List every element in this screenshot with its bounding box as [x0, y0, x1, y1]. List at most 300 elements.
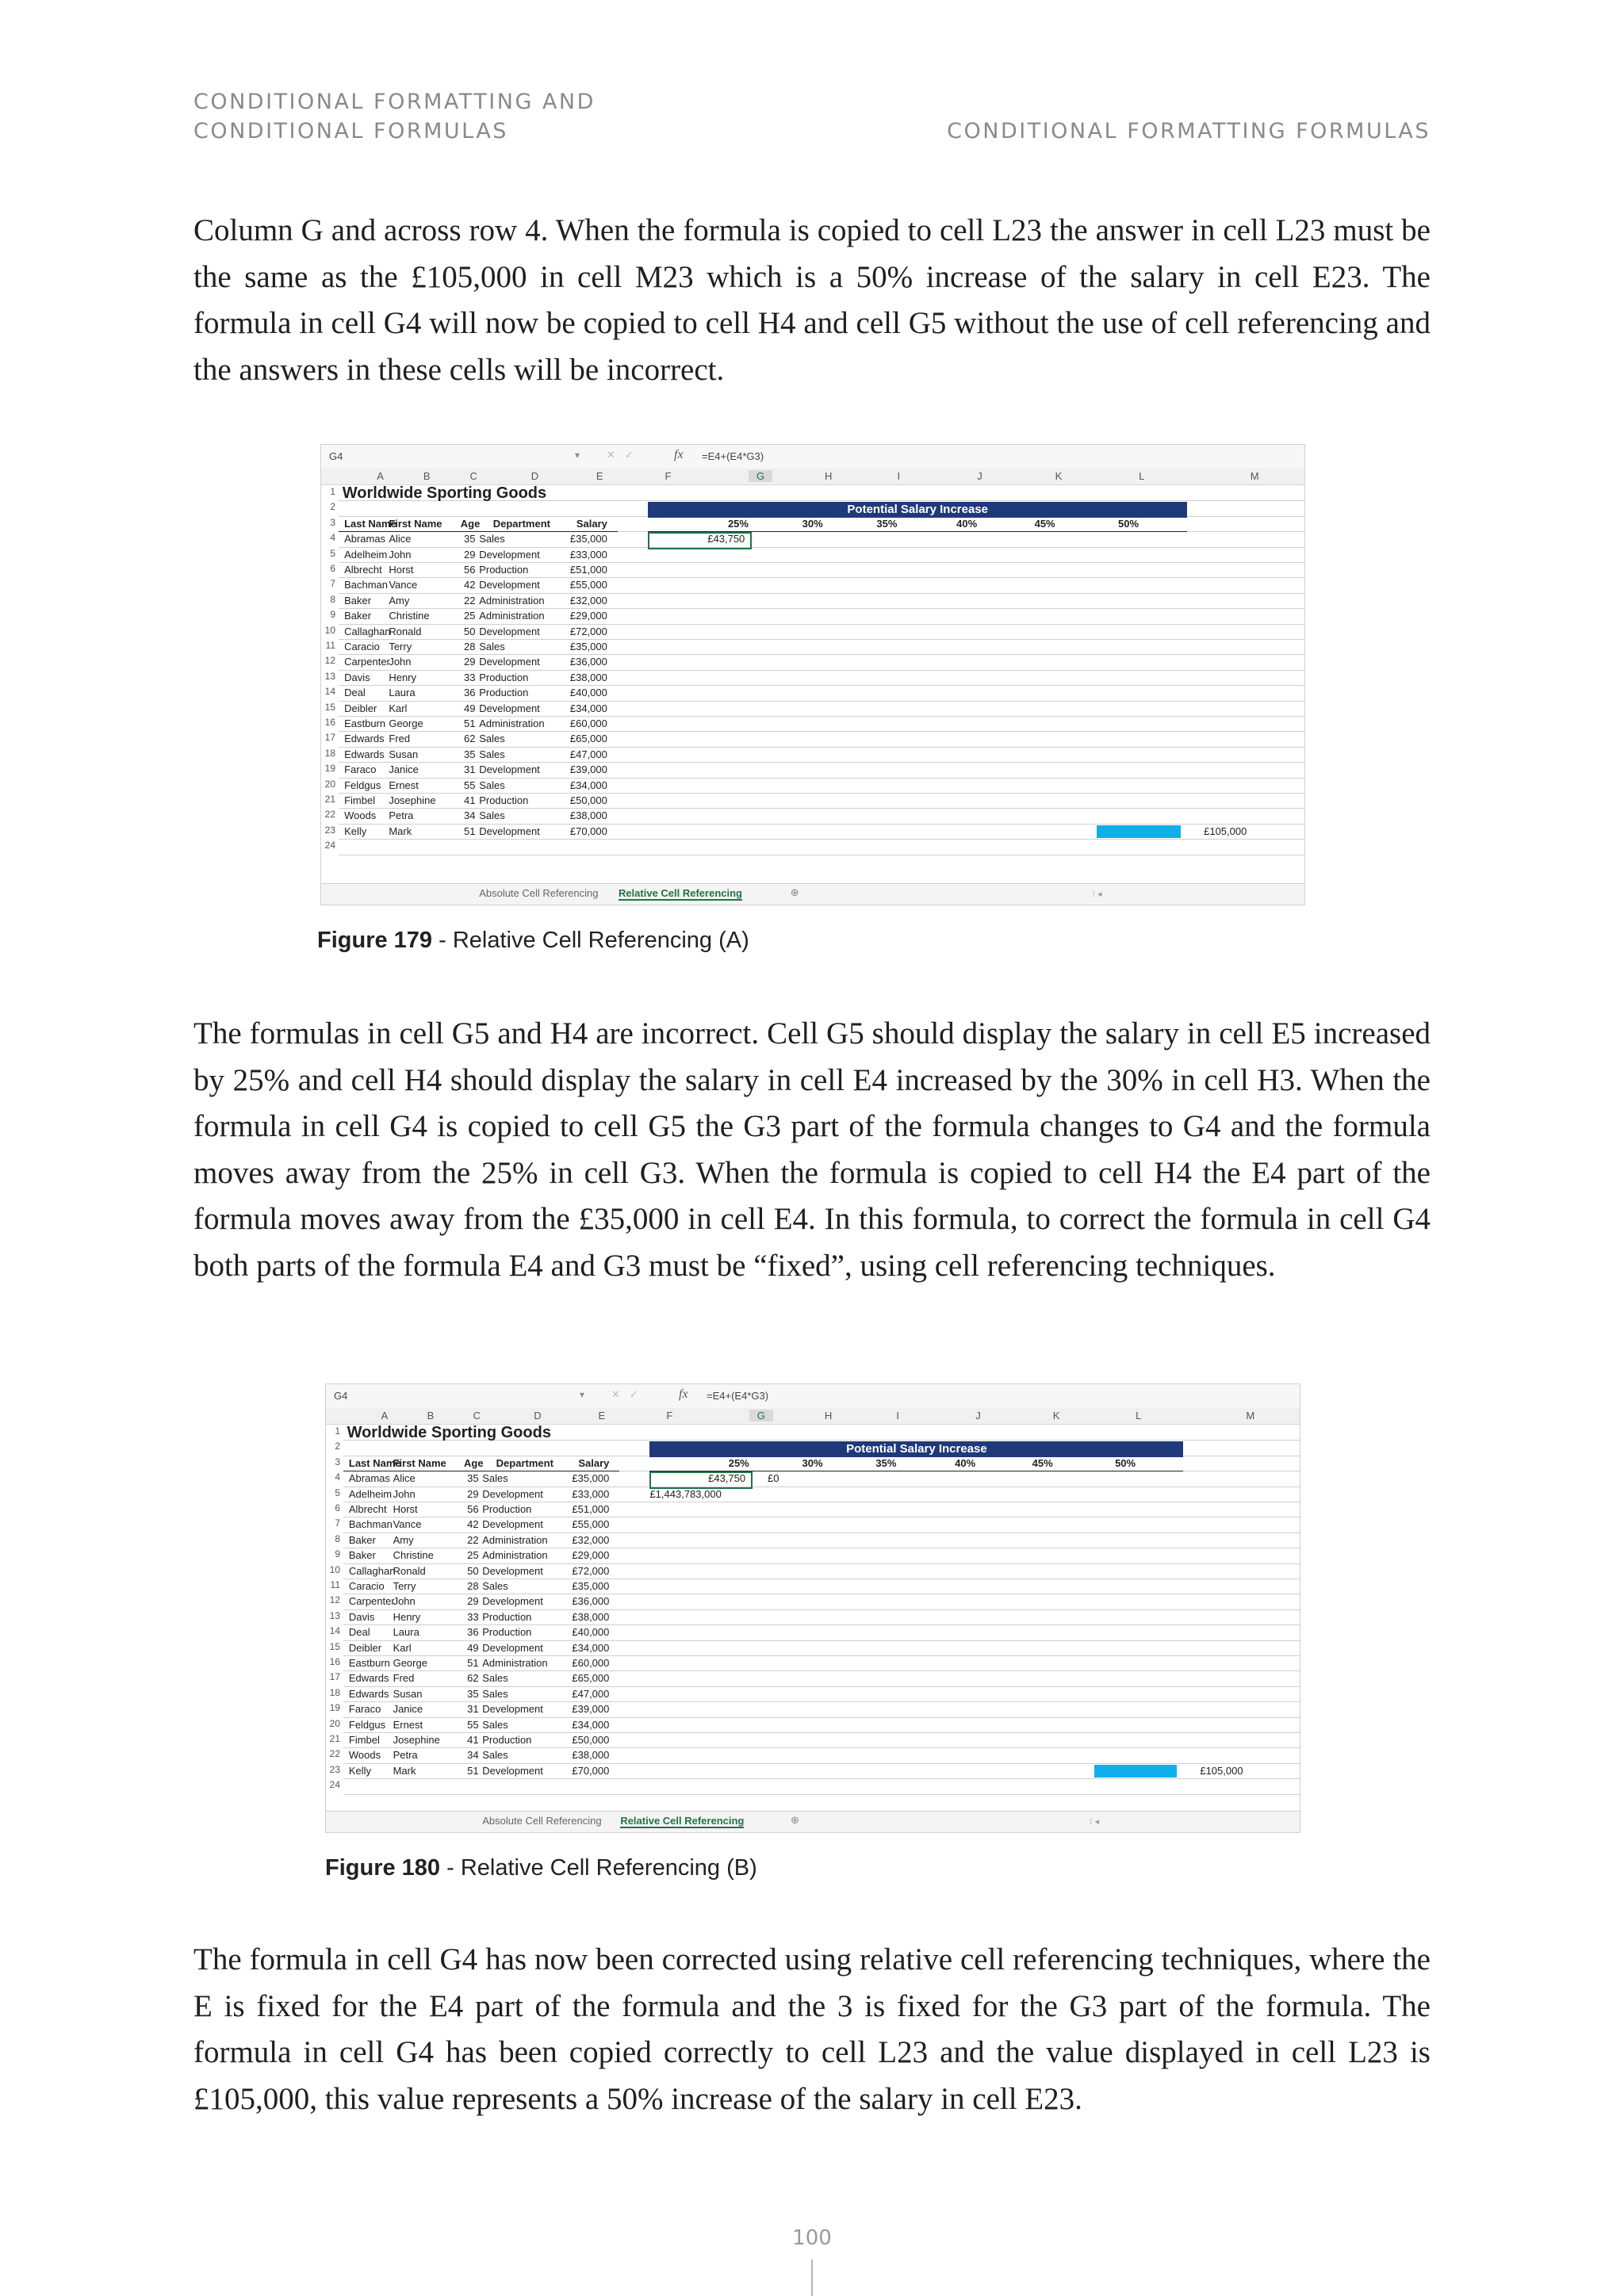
cell-salary[interactable]: £47,000: [569, 748, 607, 760]
cell-last-name[interactable]: Fimbel: [348, 1734, 380, 1746]
cell-department[interactable]: Development: [479, 625, 540, 637]
cell-first-name[interactable]: Henry: [389, 671, 417, 683]
cell-first-name[interactable]: Fred: [393, 1672, 415, 1685]
column-header-H[interactable]: H: [825, 470, 833, 482]
cell-salary[interactable]: £36,000: [572, 1595, 610, 1608]
row-header-10[interactable]: 10: [324, 624, 335, 636]
cell-department[interactable]: Sales: [482, 1718, 508, 1731]
row-header-14[interactable]: 14: [324, 686, 335, 698]
cell-g4-value[interactable]: £43,750: [707, 533, 745, 545]
cell-department[interactable]: Sales: [479, 748, 505, 760]
column-header-D[interactable]: D: [534, 1410, 542, 1422]
cell-last-name[interactable]: Edwards: [348, 1687, 389, 1700]
fx-icon[interactable]: fx: [679, 1387, 688, 1401]
row-header-20[interactable]: 20: [329, 1717, 340, 1729]
cell-salary[interactable]: £35,000: [569, 641, 607, 652]
cell-m23-value[interactable]: £105,000: [1204, 825, 1247, 837]
cell-first-name[interactable]: Josephine: [389, 794, 436, 806]
cell-first-name[interactable]: Ronald: [393, 1564, 426, 1577]
cell-first-name[interactable]: Christine: [393, 1549, 434, 1562]
cell-age[interactable]: 56: [467, 1503, 479, 1515]
cell-age[interactable]: 49: [467, 1641, 479, 1654]
cell-first-name[interactable]: Susan: [389, 748, 419, 760]
cell-department[interactable]: Development: [482, 1487, 543, 1500]
column-header-L[interactable]: L: [1139, 470, 1145, 482]
cell-department[interactable]: Development: [482, 1595, 543, 1608]
cell-department[interactable]: Development: [479, 763, 540, 776]
cell-salary[interactable]: £72,000: [572, 1564, 610, 1577]
cell-first-name[interactable]: Janice: [393, 1703, 423, 1716]
cell-first-name[interactable]: Laura: [389, 687, 416, 699]
cell-salary[interactable]: £40,000: [572, 1626, 610, 1639]
cell-first-name[interactable]: Laura: [393, 1626, 419, 1639]
cell-salary[interactable]: £65,000: [572, 1672, 610, 1685]
cell-salary[interactable]: £36,000: [569, 656, 607, 668]
cell-age[interactable]: 50: [467, 1564, 479, 1577]
row-header-10[interactable]: 10: [329, 1563, 340, 1575]
cell-salary[interactable]: £40,000: [569, 687, 607, 699]
cell-salary[interactable]: £38,000: [572, 1610, 610, 1623]
cell-department[interactable]: Administration: [482, 1533, 548, 1546]
row-header-17[interactable]: 17: [329, 1671, 340, 1683]
cell-last-name[interactable]: Deibler: [348, 1641, 382, 1654]
cell-department[interactable]: Sales: [482, 1580, 508, 1592]
name-box-dropdown-icon[interactable]: ▾: [580, 1389, 585, 1400]
row-header-19[interactable]: 19: [324, 763, 335, 775]
cell-last-name[interactable]: Abramas: [344, 533, 386, 545]
cell-salary[interactable]: £35,000: [569, 533, 607, 545]
cell-salary[interactable]: £47,000: [572, 1687, 610, 1700]
cell-salary[interactable]: £29,000: [569, 610, 607, 622]
cell-salary[interactable]: £34,000: [572, 1641, 610, 1654]
add-sheet-icon[interactable]: ⊕: [790, 1814, 799, 1826]
cell-first-name[interactable]: Petra: [393, 1749, 418, 1762]
name-box-dropdown-icon[interactable]: ▾: [575, 450, 580, 461]
cell-department[interactable]: Administration: [479, 610, 545, 622]
cell-salary[interactable]: £34,000: [569, 702, 607, 714]
cell-salary[interactable]: £38,000: [569, 809, 607, 822]
cell-last-name[interactable]: Edwards: [348, 1672, 389, 1685]
fx-icon[interactable]: fx: [674, 448, 684, 461]
cell-department[interactable]: Development: [482, 1518, 543, 1531]
row-header-8[interactable]: 8: [330, 593, 335, 605]
cell-age[interactable]: 51: [467, 1657, 479, 1669]
row-header-3[interactable]: 3: [335, 1456, 340, 1468]
column-header-I[interactable]: I: [897, 470, 901, 482]
cell-last-name[interactable]: Woods: [344, 809, 377, 822]
cell-department[interactable]: Sales: [482, 1749, 508, 1762]
row-header-21[interactable]: 21: [324, 794, 335, 805]
cell-salary[interactable]: £51,000: [569, 564, 607, 576]
cell-first-name[interactable]: Alice: [393, 1472, 416, 1485]
column-header-J[interactable]: J: [977, 470, 982, 482]
cell-salary[interactable]: £55,000: [569, 579, 607, 591]
cell-last-name[interactable]: Deal: [344, 687, 366, 699]
column-header-L[interactable]: L: [1136, 1410, 1142, 1422]
column-header-F[interactable]: F: [666, 1410, 673, 1422]
cell-last-name[interactable]: Baker: [348, 1549, 376, 1562]
cell-last-name[interactable]: Baker: [344, 610, 372, 622]
row-header-24[interactable]: 24: [329, 1779, 340, 1791]
cell-first-name[interactable]: Henry: [393, 1610, 421, 1623]
column-header-C[interactable]: C: [469, 470, 477, 482]
tab-relative-cell-referencing[interactable]: Relative Cell Referencing: [620, 1815, 745, 1827]
row-header-3[interactable]: 3: [330, 516, 335, 528]
cell-salary[interactable]: £70,000: [572, 1764, 610, 1777]
cell-department[interactable]: Production: [479, 564, 529, 576]
cell-salary[interactable]: £50,000: [569, 794, 607, 806]
cell-first-name[interactable]: Karl: [389, 702, 408, 714]
cell-first-name[interactable]: John: [393, 1595, 416, 1608]
cell-age[interactable]: 22: [464, 594, 476, 607]
cell-age[interactable]: 29: [467, 1487, 479, 1500]
cell-last-name[interactable]: Feldgus: [344, 779, 381, 791]
cell-salary[interactable]: £51,000: [572, 1503, 610, 1515]
row-header-7[interactable]: 7: [335, 1517, 340, 1529]
cell-last-name[interactable]: Caracio: [344, 641, 380, 652]
cell-department[interactable]: Sales: [479, 809, 505, 822]
cell-first-name[interactable]: Ernest: [389, 779, 419, 791]
cell-department[interactable]: Development: [479, 656, 540, 668]
cell-age[interactable]: 29: [467, 1595, 479, 1608]
cell-age[interactable]: 28: [467, 1580, 479, 1592]
cell-m23-value[interactable]: £105,000: [1200, 1764, 1243, 1777]
cell-last-name[interactable]: Faraco: [344, 763, 377, 776]
column-header-G[interactable]: G: [749, 470, 772, 482]
cell-salary[interactable]: £50,000: [572, 1734, 610, 1746]
row-header-12[interactable]: 12: [329, 1594, 340, 1606]
row-header-21[interactable]: 21: [329, 1733, 340, 1744]
cell-department[interactable]: Sales: [482, 1672, 508, 1685]
cell-last-name[interactable]: Carpenter: [344, 656, 390, 668]
cell-first-name[interactable]: John: [389, 656, 412, 668]
cell-first-name[interactable]: Terry: [389, 641, 412, 652]
cell-last-name[interactable]: Fimbel: [344, 794, 376, 806]
cell-department[interactable]: Sales: [482, 1472, 508, 1485]
cell-age[interactable]: 29: [464, 656, 476, 668]
cell-department[interactable]: Development: [479, 825, 540, 837]
row-header-6[interactable]: 6: [335, 1502, 340, 1513]
cell-department[interactable]: Production: [479, 794, 529, 806]
row-header-13[interactable]: 13: [324, 670, 335, 682]
row-header-14[interactable]: 14: [329, 1625, 340, 1637]
cell-department[interactable]: Sales: [479, 733, 505, 745]
row-header-23[interactable]: 23: [324, 824, 335, 836]
cell-department[interactable]: Development: [482, 1641, 543, 1654]
cell-first-name[interactable]: Janice: [389, 763, 419, 776]
cell-department[interactable]: Development: [479, 579, 540, 591]
cell-age[interactable]: 35: [467, 1472, 479, 1485]
column-header-I[interactable]: I: [896, 1410, 900, 1422]
column-header-H[interactable]: H: [824, 1410, 833, 1422]
cell-first-name[interactable]: Fred: [389, 733, 411, 745]
cell-age[interactable]: 22: [467, 1533, 479, 1546]
cell-salary[interactable]: £32,000: [569, 594, 607, 607]
name-box[interactable]: G4: [334, 1390, 348, 1402]
cell-salary[interactable]: £35,000: [572, 1472, 610, 1485]
cell-department[interactable]: Development: [482, 1764, 543, 1777]
cell-department[interactable]: Development: [482, 1703, 543, 1716]
horizontal-scroll-handle[interactable]: ⁝ ◂: [1090, 1817, 1100, 1827]
cell-last-name[interactable]: Davis: [344, 671, 370, 683]
add-sheet-icon[interactable]: ⊕: [790, 886, 799, 898]
tab-absolute-cell-referencing[interactable]: Absolute Cell Referencing: [482, 1815, 602, 1827]
column-header-C[interactable]: C: [473, 1410, 481, 1422]
cell-salary[interactable]: £72,000: [569, 625, 607, 637]
formula-input[interactable]: =E4+(E4*G3): [707, 1390, 769, 1402]
cell-first-name[interactable]: Terry: [393, 1580, 416, 1592]
row-header-4[interactable]: 4: [330, 532, 335, 544]
cell-department[interactable]: Development: [482, 1564, 543, 1577]
row-header-20[interactable]: 20: [324, 778, 335, 790]
cell-last-name[interactable]: Albrecht: [344, 564, 382, 576]
row-header-6[interactable]: 6: [330, 563, 335, 574]
column-header-F[interactable]: F: [665, 470, 672, 482]
column-header-A[interactable]: A: [377, 470, 384, 482]
cell-age[interactable]: 62: [464, 733, 476, 745]
cell-age[interactable]: 33: [464, 671, 476, 683]
cell-department[interactable]: Production: [482, 1610, 532, 1623]
cell-last-name[interactable]: Callaghan: [344, 625, 391, 637]
formula-input[interactable]: =E4+(E4*G3): [702, 450, 764, 462]
cell-age[interactable]: 51: [464, 825, 476, 837]
cell-department[interactable]: Production: [482, 1734, 532, 1746]
row-header-15[interactable]: 15: [324, 701, 335, 713]
cell-salary[interactable]: £65,000: [569, 733, 607, 745]
cell-last-name[interactable]: Abramas: [348, 1472, 390, 1485]
cell-age[interactable]: 42: [464, 579, 476, 591]
cell-last-name[interactable]: Caracio: [348, 1580, 385, 1592]
cell-age[interactable]: 35: [464, 748, 476, 760]
cell-age[interactable]: 49: [464, 702, 476, 714]
name-box[interactable]: G4: [329, 450, 343, 462]
cell-age[interactable]: 41: [467, 1734, 479, 1746]
cell-first-name[interactable]: Mark: [389, 825, 412, 837]
cell-department[interactable]: Sales: [482, 1687, 508, 1700]
cell-last-name[interactable]: Edwards: [344, 733, 385, 745]
column-header-J[interactable]: J: [975, 1410, 981, 1422]
cell-salary[interactable]: £29,000: [572, 1549, 610, 1562]
column-header-G[interactable]: G: [749, 1410, 773, 1422]
row-header-17[interactable]: 17: [324, 732, 335, 744]
cell-department[interactable]: Production: [479, 671, 529, 683]
cell-first-name[interactable]: Ernest: [393, 1718, 423, 1731]
cell-first-name[interactable]: Josephine: [393, 1734, 440, 1746]
cell-salary[interactable]: £33,000: [572, 1487, 610, 1500]
cell-department[interactable]: Development: [479, 702, 540, 714]
cell-salary[interactable]: £60,000: [569, 718, 607, 729]
row-header-24[interactable]: 24: [324, 840, 335, 851]
row-header-16[interactable]: 16: [324, 717, 335, 728]
row-header-8[interactable]: 8: [335, 1533, 340, 1544]
cell-department[interactable]: Administration: [482, 1657, 548, 1669]
column-header-M[interactable]: M: [1246, 1410, 1255, 1422]
cell-salary[interactable]: £55,000: [572, 1518, 610, 1531]
cell-last-name[interactable]: Carpenter: [348, 1595, 395, 1608]
cell-age[interactable]: 28: [464, 641, 476, 652]
row-header-16[interactable]: 16: [329, 1656, 340, 1667]
cell-last-name[interactable]: Deibler: [344, 702, 377, 714]
row-header-11[interactable]: 11: [330, 1579, 340, 1590]
column-header-D[interactable]: D: [530, 470, 539, 482]
cell-first-name[interactable]: Mark: [393, 1764, 416, 1777]
cell-salary[interactable]: £70,000: [569, 825, 607, 837]
cell-first-name[interactable]: John: [393, 1487, 416, 1500]
cell-salary[interactable]: £35,000: [572, 1580, 610, 1592]
cell-g5-value[interactable]: £1,443,783,000: [649, 1487, 722, 1500]
cell-department[interactable]: Development: [479, 548, 540, 561]
column-header-K[interactable]: K: [1055, 470, 1063, 482]
cell-age[interactable]: 25: [464, 610, 476, 622]
cell-age[interactable]: 35: [464, 533, 476, 545]
cell-salary[interactable]: £34,000: [572, 1718, 610, 1731]
horizontal-scroll-handle[interactable]: ⁝ ◂: [1092, 890, 1102, 899]
cell-first-name[interactable]: Ronald: [389, 625, 422, 637]
row-header-19[interactable]: 19: [329, 1702, 340, 1714]
cell-last-name[interactable]: Faraco: [348, 1703, 381, 1716]
cell-age[interactable]: 34: [467, 1749, 479, 1762]
cell-first-name[interactable]: Petra: [389, 809, 414, 822]
figure-179-text: - Relative Cell Referencing (A): [432, 928, 749, 953]
cell-age[interactable]: 29: [464, 548, 476, 561]
row-header-13[interactable]: 13: [329, 1609, 340, 1621]
cell-last-name[interactable]: Deal: [348, 1626, 370, 1639]
cell-first-name[interactable]: John: [389, 548, 412, 561]
row-header-11[interactable]: 11: [325, 640, 335, 651]
cell-first-name[interactable]: George: [389, 718, 423, 729]
cell-first-name[interactable]: Horst: [393, 1503, 418, 1515]
tab-absolute-cell-referencing[interactable]: Absolute Cell Referencing: [479, 887, 599, 899]
cell-age[interactable]: 36: [464, 687, 476, 699]
cell-salary[interactable]: £33,000: [569, 548, 607, 561]
cell-last-name[interactable]: Davis: [348, 1610, 375, 1623]
column-header-B[interactable]: B: [427, 1410, 435, 1422]
row-header-15[interactable]: 15: [329, 1640, 340, 1652]
row-header-5[interactable]: 5: [330, 547, 335, 559]
cell-last-name[interactable]: Eastburn: [344, 718, 386, 729]
cell-last-name[interactable]: Adelheim: [344, 548, 388, 561]
cell-department[interactable]: Production: [482, 1626, 532, 1639]
cell-salary[interactable]: £39,000: [572, 1703, 610, 1716]
row-header-23[interactable]: 23: [329, 1763, 340, 1775]
cell-age[interactable]: 25: [467, 1549, 479, 1562]
cell-age[interactable]: 62: [467, 1672, 479, 1685]
cell-last-name[interactable]: Edwards: [344, 748, 385, 760]
cell-last-name[interactable]: Kelly: [344, 825, 367, 837]
cell-age[interactable]: 31: [464, 763, 476, 776]
cell-first-name[interactable]: Vance: [393, 1518, 422, 1531]
cell-age[interactable]: 42: [467, 1518, 479, 1531]
cell-first-name[interactable]: Amy: [393, 1533, 414, 1546]
formula-cancel-confirm-icons[interactable]: ✕✓: [611, 1388, 648, 1400]
cell-age[interactable]: 33: [467, 1610, 479, 1623]
cell-salary[interactable]: £39,000: [569, 763, 607, 776]
cell-age[interactable]: 55: [464, 779, 476, 791]
cell-last-name[interactable]: Baker: [344, 594, 372, 607]
cell-first-name[interactable]: Karl: [393, 1641, 412, 1654]
cell-first-name[interactable]: Vance: [389, 579, 418, 591]
cell-department[interactable]: Administration: [479, 718, 545, 729]
cell-department[interactable]: Production: [482, 1503, 532, 1515]
cell-last-name[interactable]: Baker: [348, 1533, 376, 1546]
tab-relative-cell-referencing[interactable]: Relative Cell Referencing: [618, 887, 742, 899]
row-header-9[interactable]: 9: [330, 609, 335, 621]
row-header-7[interactable]: 7: [330, 578, 335, 590]
cell-last-name[interactable]: Albrecht: [348, 1503, 387, 1515]
cell-age[interactable]: 36: [467, 1626, 479, 1639]
cell-age[interactable]: 50: [464, 625, 476, 637]
cell-age[interactable]: 35: [467, 1687, 479, 1700]
column-header-E[interactable]: E: [596, 470, 603, 482]
cell-last-name[interactable]: Kelly: [348, 1764, 372, 1777]
gridline: [343, 1686, 1300, 1687]
row-header-1[interactable]: 1: [330, 486, 335, 497]
row-header-18[interactable]: 18: [329, 1686, 340, 1698]
cell-last-name[interactable]: Bachman: [348, 1518, 393, 1531]
column-header-B[interactable]: B: [423, 470, 431, 482]
cell-department[interactable]: Sales: [479, 641, 505, 652]
row-header-22[interactable]: 22: [324, 809, 335, 821]
row-header-22[interactable]: 22: [329, 1748, 340, 1760]
cell-salary[interactable]: £32,000: [572, 1533, 610, 1546]
cell-last-name[interactable]: Adelheim: [348, 1487, 393, 1500]
cell-age[interactable]: 31: [467, 1703, 479, 1716]
cell-first-name[interactable]: Christine: [389, 610, 430, 622]
row-header-18[interactable]: 18: [324, 747, 335, 759]
cell-first-name[interactable]: Amy: [389, 594, 410, 607]
cell-age[interactable]: 51: [464, 718, 476, 729]
cell-age[interactable]: 51: [467, 1764, 479, 1777]
row-header-12[interactable]: 12: [324, 655, 335, 667]
cell-last-name[interactable]: Feldgus: [348, 1718, 386, 1731]
cell-salary[interactable]: £38,000: [572, 1749, 610, 1762]
cell-first-name[interactable]: Horst: [389, 564, 414, 576]
row-header-2[interactable]: 2: [330, 501, 335, 513]
cell-department[interactable]: Administration: [482, 1549, 548, 1562]
cell-h4-value[interactable]: £0: [767, 1472, 779, 1485]
row-header-1[interactable]: 1: [335, 1425, 340, 1437]
cell-department[interactable]: Sales: [479, 779, 505, 791]
cell-department[interactable]: Administration: [479, 594, 545, 607]
cell-last-name[interactable]: Bachman: [344, 579, 388, 591]
formula-cancel-confirm-icons[interactable]: ✕✓: [607, 449, 643, 461]
cell-first-name[interactable]: Susan: [393, 1687, 423, 1700]
cell-last-name[interactable]: Woods: [348, 1749, 381, 1762]
cell-first-name[interactable]: Alice: [389, 533, 412, 545]
cell-age[interactable]: 55: [467, 1718, 479, 1731]
cell-department[interactable]: Production: [479, 687, 529, 699]
cell-last-name[interactable]: Eastburn: [348, 1657, 390, 1669]
column-header-M[interactable]: M: [1250, 470, 1259, 482]
cell-age[interactable]: 41: [464, 794, 476, 806]
cell-last-name[interactable]: Callaghan: [348, 1564, 396, 1577]
cell-department[interactable]: Sales: [479, 533, 505, 545]
row-header-4[interactable]: 4: [335, 1471, 340, 1483]
cell-salary[interactable]: £38,000: [569, 671, 607, 683]
cell-g4-value[interactable]: £43,750: [708, 1472, 746, 1485]
cell-first-name[interactable]: George: [393, 1657, 427, 1669]
cell-salary[interactable]: £34,000: [569, 779, 607, 791]
cell-salary[interactable]: £60,000: [572, 1657, 610, 1669]
column-header-A[interactable]: A: [381, 1410, 389, 1422]
row-header-2[interactable]: 2: [335, 1441, 340, 1452]
cell-age[interactable]: 56: [464, 564, 476, 576]
row-header-5[interactable]: 5: [335, 1487, 340, 1498]
cell-age[interactable]: 34: [464, 809, 476, 822]
column-header-K[interactable]: K: [1052, 1410, 1060, 1422]
column-header-E[interactable]: E: [598, 1410, 606, 1422]
row-header-9[interactable]: 9: [335, 1548, 340, 1560]
